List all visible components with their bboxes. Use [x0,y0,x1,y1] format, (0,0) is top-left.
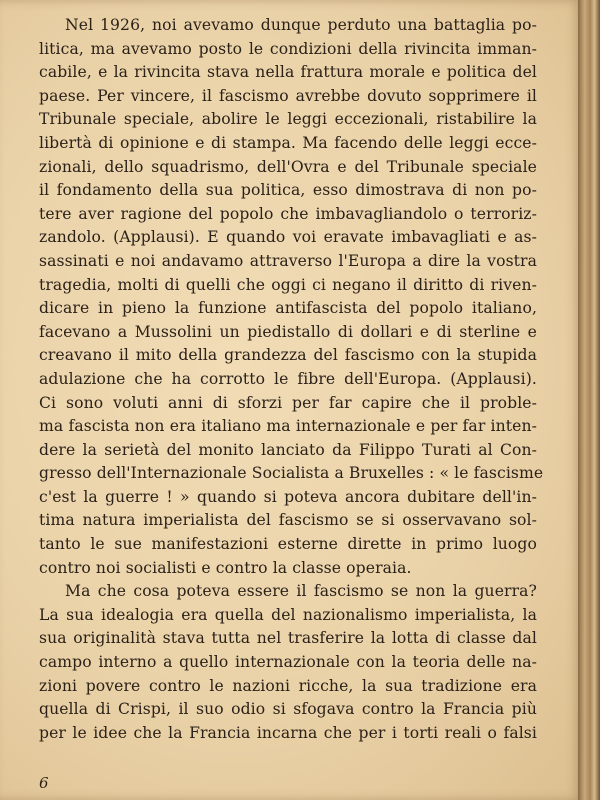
text-line: adulazione che ha corrotto le fibre dell'Europa. (Applausi). [39,369,537,388]
text-line: Ma che cosa poteva essere il fascismo se non la guerra? [65,582,537,601]
text-line: tanto le sue manifestazioni esterne dirette in primo luogo [39,535,537,554]
text-line: sassinati e noi andavamo attraverso l'Europa a dire la vostra [39,251,537,270]
text-line: gresso dell'Internazionale Socialista a Bruxelles : « le fascisme [39,464,544,483]
text-line: per le idee che la Francia incarna che per i torti reali o falsi [39,723,537,742]
text-line: zandolo. (Applausi). E quando voi eravate imbavagliati e as- [39,228,537,247]
text-line: dicare in pieno la funzione antifascista del popolo italiano, [39,299,537,318]
page-edge [578,0,600,800]
text-line: Tribunale speciale, abolire le leggi eccezionali, ristabilire la [39,110,537,129]
text-line: litica, ma avevamo posto le condizioni della rivincita imman- [39,39,537,58]
page-number: 6 [39,774,49,792]
text-line: ma fascista non era italiano ma internazionale e per far inten- [39,417,537,436]
text-line: Ci sono voluti anni di sforzi per far capire che il proble- [39,393,537,412]
body-text [39,14,544,745]
text-line: campo interno a quello internazionale con la teoria delle na- [39,653,537,672]
text-line: tima natura imperialista del fascismo se si osservavano sol- [39,511,537,530]
text-line: contro noi socialisti e contro la classe operaia. [39,558,412,577]
text-line: tragedia, molti di quelli che oggi ci negano il diritto di riven- [39,275,537,294]
text-line: zionali, dello squadrismo, dell'Ovra e del Tribunale speciale [39,157,537,176]
text-line: facevano a Mussolini un piedistallo di dollari e di sterline e [39,322,537,341]
text-line: cabile, e la rivincita stava nella frattura morale e politica del [39,63,537,82]
paragraph [39,14,544,580]
text-line: La sua idealogia era quella del nazionalismo imperialista, la [39,605,537,624]
text-line: quella di Crispi, il suo odio si sfogava contro la Francia più [39,700,537,719]
text-line: dere la serietà del monito lanciato da Filippo Turati al Con- [39,440,537,459]
text-line: tere aver ragione del popolo che imbavagliandolo o terroriz- [39,204,537,223]
paragraph [39,580,537,745]
text-line: il fondamento della sua politica, esso dimostrava di non po- [39,181,537,200]
text-line: sua originalità stava tutta nel trasferire la lotta di classe dal [39,629,537,648]
text-line: c'est la guerre ! » quando si poteva ancora dubitare dell'in- [39,487,537,506]
text-line: Nel 1926, noi avevamo dunque perduto una battaglia po- [65,16,537,34]
text-line: paese. Per vincere, il fascismo avrebbe dovuto sopprimere il [39,86,537,105]
text-line: zioni povere contro le nazioni ricche, la sua tradizione era [39,676,537,695]
text-line: creavano il mito della grandezza del fascismo con la stupida [39,346,537,365]
text-line: libertà di opinione e di stampa. Ma facendo delle leggi ecce- [39,133,537,152]
